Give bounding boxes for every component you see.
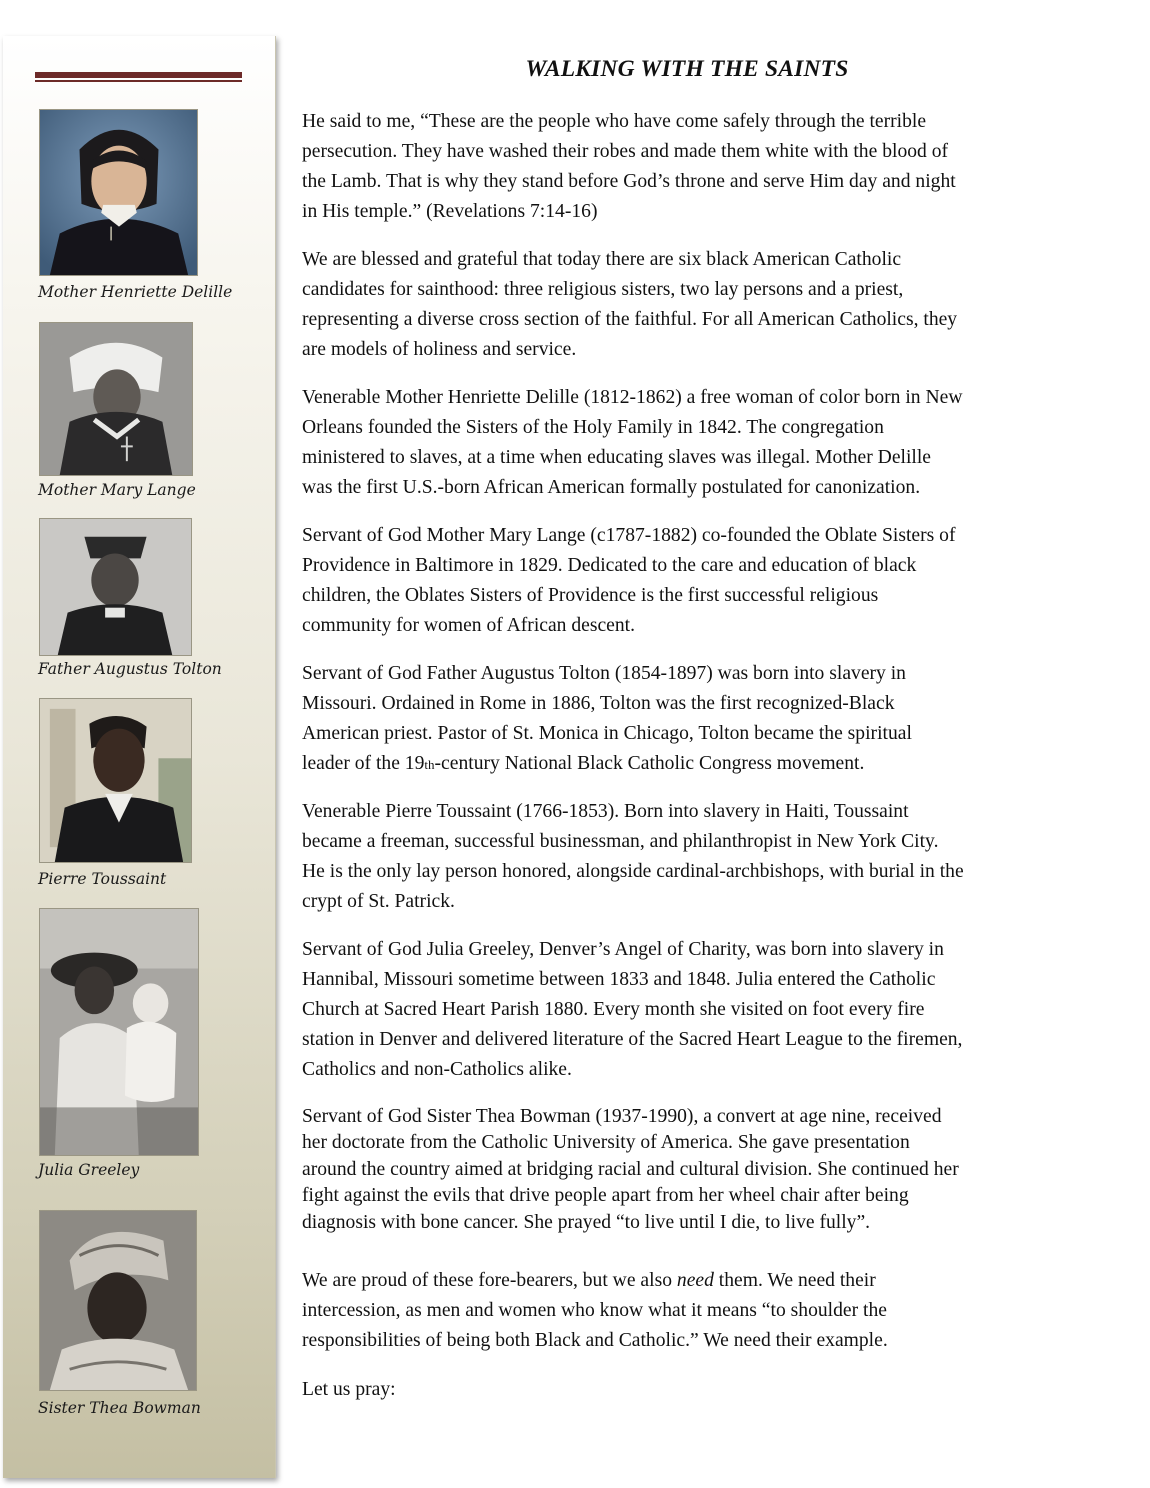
paragraph-thea-bowman: Servant of God Sister Thea Bowman (1937-1990), a convert at age nine, received her doctorate from the Catholic University of America. She gave presentation around the country aimed at bridging racial and cultural division. She continued her fight against the evils that drive people apart from her wheel chair after being diagnosis with bone cancer. She prayed “to live until I die, to live fully”. (302, 1106, 959, 1233)
paragraph-closing: We are proud of these fore-bearers, but we also need them. We need their intercession, as men and women who know what it means “to shoulder the responsibilities of being both Black and Catholic.” We need their example. (302, 1270, 888, 1351)
caption-henriette-delille: Mother Henriette Delille (38, 283, 233, 301)
portrait-pierre-toussaint (39, 698, 192, 863)
paragraph-let-us-pray: Let us pray: (302, 1379, 396, 1400)
caption-pierre-toussaint: Pierre Toussaint (38, 870, 167, 888)
portrait-henriette-delille (39, 109, 198, 276)
paragraph-henriette-delille: Venerable Mother Henriette Delille (1812-1862) a free woman of color born in New Orleans founded the Sisters of the Holy Family in 1842. The congregation ministered to slaves, at a time when educating slaves was illegal. Mother Delille was the first U.S.-born African American formally postulated for canonization. (302, 387, 963, 498)
portrait-mary-lange (39, 322, 193, 476)
caption-augustus-tolton: Father Augustus Tolton (38, 660, 222, 678)
page-title: WALKING WITH THE SAINTS (525, 56, 849, 82)
portrait-julia-greeley (39, 908, 199, 1156)
paragraph-introduction: We are blessed and grateful that today there are six black American Catholic candidates for sainthood: three religious sisters, two lay persons and a priest, representing a diverse cross section of the faithful. For all American Catholics, they are models of holiness and service. (302, 249, 958, 360)
paragraph-julia-greeley: Servant of God Julia Greeley, Denver’s Angel of Charity, was born into slavery in Hannibal, Missouri sometime between 1833 and 1848. Julia entered the Catholic Church at Sacred Heart Parish 1880. Every month she visited on foot every fire station in Denver and delivered literature of the Sacred Heart League to the firemen, Catholics and non-Catholics alike. (302, 939, 963, 1080)
paragraph-augustus-tolton: Servant of God Father Augustus Tolton (1854-1897) was born into slavery in Missouri. Ordained in Rome in 1886, Tolton was the first recognized-Black American priest. Pastor of St. Monica in Chicago, Tolton became the spiritual leader of the 19th-century National Black Catholic Congress movement. (302, 663, 912, 774)
paragraph-revelations-quote: He said to me, “These are the people who have come safely through the terrible persecution. They have washed their robes and made them white with the blood of the Lamb. That is why they stand before God’s throne and serve Him day and night in His temple.” (Revelations 7:14-16) (302, 111, 956, 222)
paragraph-mary-lange: Servant of God Mother Mary Lange (c1787-1882) co-founded the Oblate Sisters of Providence in Baltimore in 1829. Dedicated to the care and education of black children, the Oblates Sisters of Providence is the first successful religious community for women of African descent. (302, 525, 956, 636)
portrait-thea-bowman (39, 1210, 197, 1391)
paragraph-pierre-toussaint: Venerable Pierre Toussaint (1766-1853). Born into slavery in Haiti, Toussaint became a freeman, successful businessman, and philanthropist in New York City. He is the only lay person honored, alongside cardinal-archbishops, with burial in the crypt of St. Patrick. (302, 801, 964, 912)
caption-julia-greeley: Julia Greeley (38, 1161, 140, 1179)
portrait-augustus-tolton (39, 518, 192, 656)
sidebar-divider-rule (35, 72, 242, 82)
caption-thea-bowman: Sister Thea Bowman (38, 1399, 201, 1417)
caption-mary-lange: Mother Mary Lange (38, 481, 196, 499)
